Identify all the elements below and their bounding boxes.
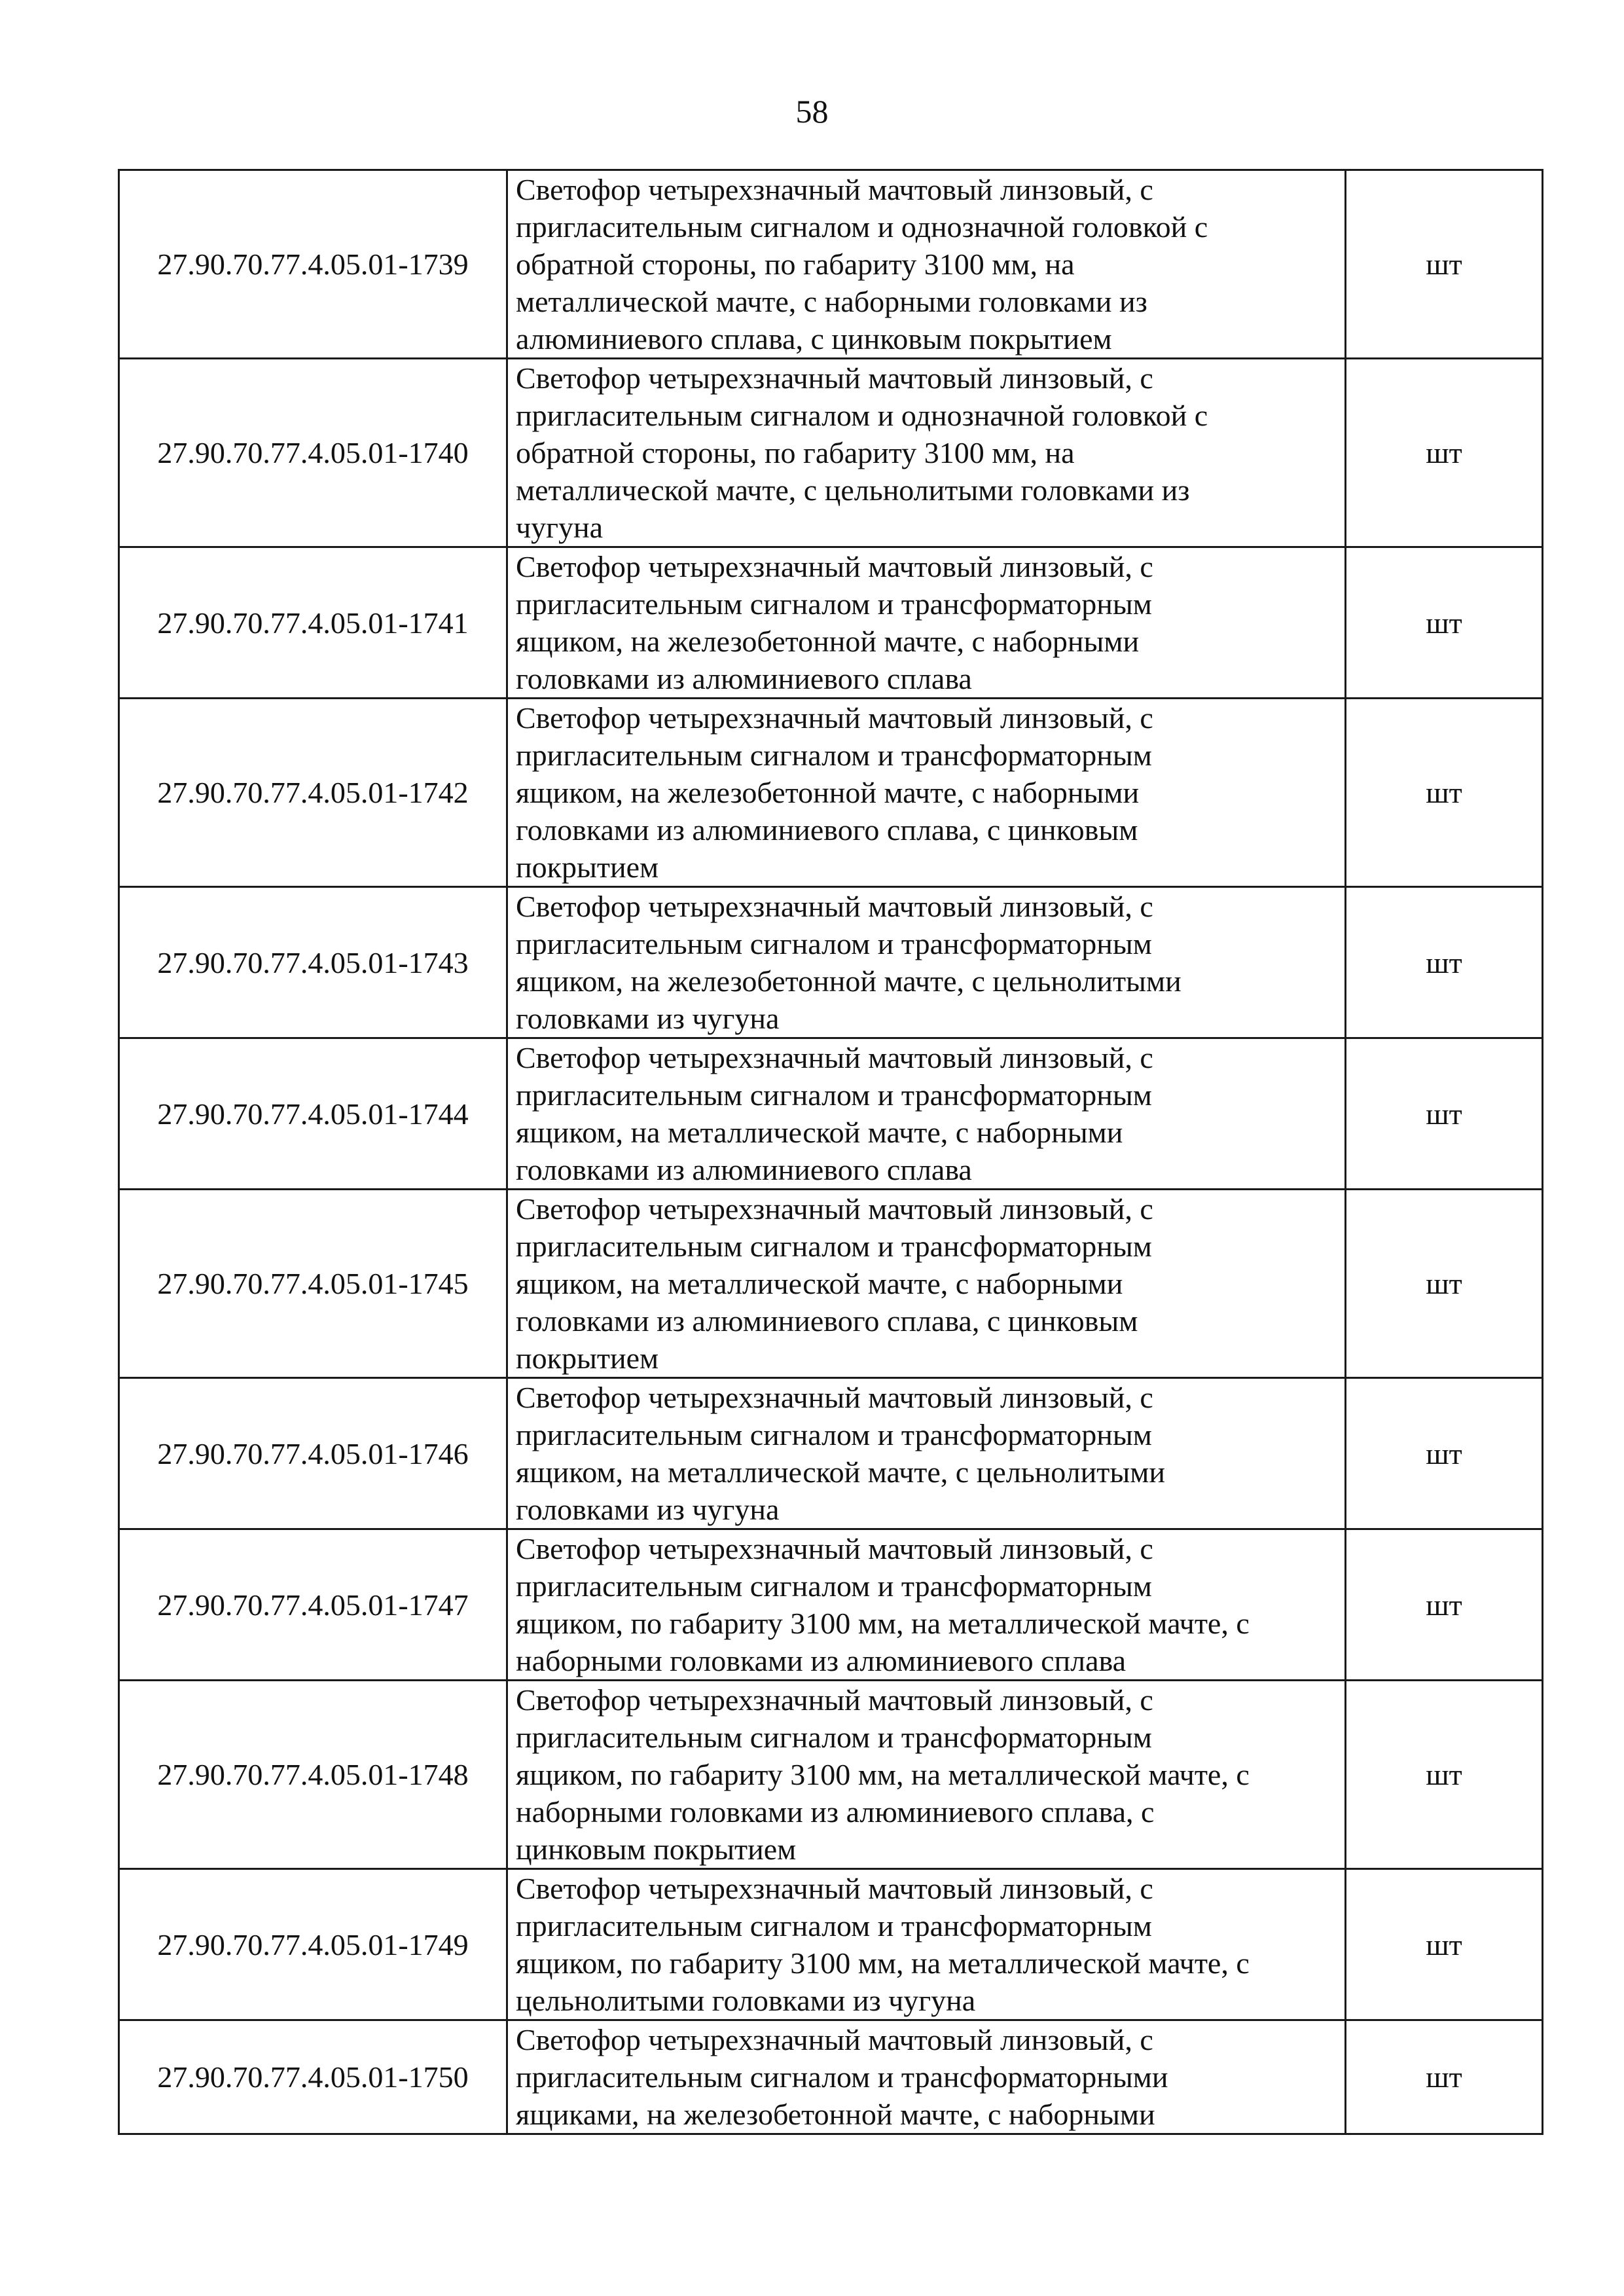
description-line: наборными головками из алюминиевого сплава, с bbox=[516, 1795, 1155, 1829]
unit-of-measure: шт bbox=[1346, 699, 1543, 887]
item-code: 27.90.70.77.4.05.01-1743 bbox=[119, 887, 507, 1038]
item-description bbox=[507, 547, 1346, 699]
item-code: 27.90.70.77.4.05.01-1744 bbox=[119, 1038, 507, 1190]
description-line: головками из чугуна bbox=[516, 1493, 780, 1526]
unit-of-measure: шт bbox=[1346, 2020, 1543, 2134]
description-line: Светофор четырехзначный мачтовый линзовый, с bbox=[516, 173, 1153, 206]
description-line: Светофор четырехзначный мачтовый линзовый, с bbox=[516, 2023, 1153, 2056]
description-line: ящиком, на железобетонной мачте, с наборными bbox=[516, 625, 1140, 658]
unit-of-measure: шт bbox=[1346, 359, 1543, 547]
item-code: 27.90.70.77.4.05.01-1742 bbox=[119, 699, 507, 887]
unit-of-measure: шт bbox=[1346, 1378, 1543, 1529]
item-code: 27.90.70.77.4.05.01-1746 bbox=[119, 1378, 507, 1529]
description-line: ящиком, по габариту 3100 мм, на металлической мачте, с bbox=[516, 1607, 1250, 1640]
unit-of-measure: шт bbox=[1346, 1681, 1543, 1869]
description-line: ящиками, на железобетонной мачте, с наборными bbox=[516, 2098, 1155, 2131]
description-line: головками из алюминиевого сплава, с цинковым bbox=[516, 1304, 1138, 1338]
description-line: обратной стороны, по габариту 3100 мм, на bbox=[516, 247, 1075, 281]
table-row bbox=[119, 359, 1543, 547]
description-line: пригласительным сигналом и трансформаторным bbox=[516, 1569, 1152, 1603]
description-line: наборными головками из алюминиевого сплава bbox=[516, 1644, 1127, 1677]
description-line: ящиком, на металлической мачте, с наборными bbox=[516, 1267, 1123, 1300]
item-description bbox=[507, 2020, 1346, 2134]
description-line: головками из алюминиевого сплава bbox=[516, 1153, 972, 1186]
description-line: головками из алюминиевого сплава, с цинковым bbox=[516, 813, 1138, 847]
item-code: 27.90.70.77.4.05.01-1749 bbox=[119, 1869, 507, 2020]
description-line: пригласительным сигналом и однозначной головкой с bbox=[516, 399, 1208, 432]
table-row bbox=[119, 1190, 1543, 1378]
specification-table bbox=[118, 169, 1543, 2135]
item-description bbox=[507, 1038, 1346, 1190]
description-line: Светофор четырехзначный мачтовый линзовый, с bbox=[516, 1683, 1153, 1717]
description-line: Светофор четырехзначный мачтовый линзовый, с bbox=[516, 550, 1153, 583]
description-line: пригласительным сигналом и трансформаторным bbox=[516, 1721, 1152, 1754]
item-code: 27.90.70.77.4.05.01-1745 bbox=[119, 1190, 507, 1378]
description-line: Светофор четырехзначный мачтовый линзовый, с bbox=[516, 1041, 1153, 1074]
description-line: пригласительным сигналом и трансформаторным bbox=[516, 738, 1152, 772]
description-line: пригласительным сигналом и однозначной головкой с bbox=[516, 210, 1208, 244]
description-line: Светофор четырехзначный мачтовый линзовый, с bbox=[516, 1532, 1153, 1565]
table-row bbox=[119, 547, 1543, 699]
table-row bbox=[119, 170, 1543, 359]
item-description bbox=[507, 359, 1346, 547]
description-line: ящиком, по габариту 3100 мм, на металлической мачте, с bbox=[516, 1946, 1250, 1980]
description-line: головками из чугуна bbox=[516, 1002, 780, 1035]
item-description bbox=[507, 1378, 1346, 1529]
description-line: чугуна bbox=[516, 511, 604, 544]
item-description bbox=[507, 699, 1346, 887]
item-code: 27.90.70.77.4.05.01-1748 bbox=[119, 1681, 507, 1869]
description-line: Светофор четырехзначный мачтовый линзовый, с bbox=[516, 1381, 1153, 1414]
description-line: ящиком, на металлической мачте, с цельнолитыми bbox=[516, 1455, 1165, 1489]
item-code: 27.90.70.77.4.05.01-1750 bbox=[119, 2020, 507, 2134]
description-line: ящиком, на металлической мачте, с наборными bbox=[516, 1116, 1123, 1149]
unit-of-measure: шт bbox=[1346, 547, 1543, 699]
table-row bbox=[119, 1869, 1543, 2020]
description-line: пригласительным сигналом и трансформаторным bbox=[516, 1078, 1152, 1112]
unit-of-measure: шт bbox=[1346, 1190, 1543, 1378]
description-line: пригласительным сигналом и трансформаторным bbox=[516, 1909, 1152, 1942]
description-line: покрытием bbox=[516, 850, 659, 884]
unit-of-measure: шт bbox=[1346, 1869, 1543, 2020]
item-description bbox=[507, 1681, 1346, 1869]
table-row bbox=[119, 2020, 1543, 2134]
item-code: 27.90.70.77.4.05.01-1741 bbox=[119, 547, 507, 699]
item-code: 27.90.70.77.4.05.01-1739 bbox=[119, 170, 507, 359]
unit-of-measure: шт bbox=[1346, 170, 1543, 359]
description-line: ящиком, по габариту 3100 мм, на металлической мачте, с bbox=[516, 1758, 1250, 1791]
description-line: металлической мачте, с цельнолитыми головками из bbox=[516, 473, 1190, 507]
unit-of-measure: шт bbox=[1346, 1529, 1543, 1681]
description-line: Светофор четырехзначный мачтовый линзовый, с bbox=[516, 1192, 1153, 1226]
table-row bbox=[119, 1038, 1543, 1190]
description-line: металлической мачте, с наборными головками из bbox=[516, 285, 1147, 318]
item-description bbox=[507, 1529, 1346, 1681]
item-description bbox=[507, 1869, 1346, 2020]
description-line: цельнолитыми головками из чугуна bbox=[516, 1984, 976, 2017]
table-row bbox=[119, 1529, 1543, 1681]
table-body bbox=[119, 170, 1543, 2134]
description-line: пригласительным сигналом и трансформаторным bbox=[516, 1418, 1152, 1451]
table-row bbox=[119, 1681, 1543, 1869]
description-line: Светофор четырехзначный мачтовый линзовый, с bbox=[516, 701, 1153, 735]
description-line: Светофор четырехзначный мачтовый линзовый, с bbox=[516, 1872, 1153, 1905]
description-line: пригласительным сигналом и трансформаторным bbox=[516, 927, 1152, 960]
description-line: алюминиевого сплава, с цинковым покрытием bbox=[516, 322, 1112, 355]
unit-of-measure: шт bbox=[1346, 887, 1543, 1038]
description-line: пригласительным сигналом и трансформаторным bbox=[516, 587, 1152, 621]
item-code: 27.90.70.77.4.05.01-1740 bbox=[119, 359, 507, 547]
description-line: ящиком, на железобетонной мачте, с наборными bbox=[516, 776, 1140, 809]
description-line: Светофор четырехзначный мачтовый линзовый, с bbox=[516, 890, 1153, 923]
table-row bbox=[119, 887, 1543, 1038]
description-line: цинковым покрытием bbox=[516, 1832, 797, 1866]
item-code: 27.90.70.77.4.05.01-1747 bbox=[119, 1529, 507, 1681]
description-line: Светофор четырехзначный мачтовый линзовый, с bbox=[516, 361, 1153, 395]
table-row bbox=[119, 699, 1543, 887]
description-line: пригласительным сигналом и трансформаторным bbox=[516, 1230, 1152, 1263]
item-description bbox=[507, 1190, 1346, 1378]
description-line: покрытием bbox=[516, 1341, 659, 1375]
page-number: 58 bbox=[795, 93, 829, 130]
table-row bbox=[119, 1378, 1543, 1529]
item-description bbox=[507, 887, 1346, 1038]
description-line: ящиком, на железобетонной мачте, с цельнолитыми bbox=[516, 964, 1182, 998]
description-line: пригласительным сигналом и трансформаторными bbox=[516, 2060, 1168, 2094]
description-line: обратной стороны, по габариту 3100 мм, на bbox=[516, 436, 1075, 469]
item-description bbox=[507, 170, 1346, 359]
description-line: головками из алюминиевого сплава bbox=[516, 662, 972, 695]
unit-of-measure: шт bbox=[1346, 1038, 1543, 1190]
